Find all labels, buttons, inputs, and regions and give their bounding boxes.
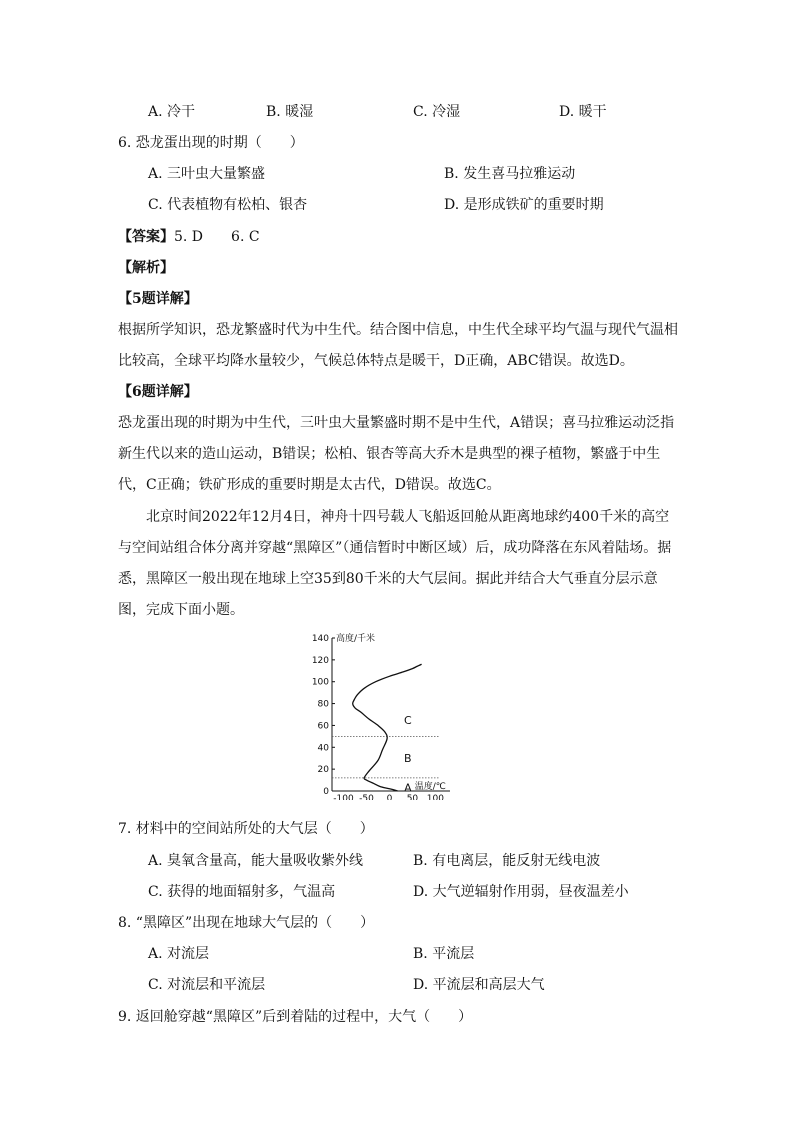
q9-stem: 9. 返回舱穿越“黑障区”后到着陆的过程中，大气（ ） — [118, 1009, 473, 1025]
q6-detail-text: 恐龙蛋出现的时期为中生代，三叶虫大量繁盛时期不是中生代，A错误；喜马拉雅运动泛指新生代以来的造山运动，B错误；松柏、银杏等高大乔木是典型的裸子植物，繁盛于中生代，C正确；铁矿形成的重要时期是太古代，D错误。故选C。 — [118, 415, 675, 493]
answer-label: 【答案】 — [118, 229, 174, 245]
q5-detail-text: 根据所学知识，恐龙繁盛时代为中生代。结合图中信息，中生代全球平均气温与现代气温相比较高，全球平均降水量较少，气候总体特点是暖干，D正确，ABC错误。故选D。 — [118, 322, 678, 369]
q8-stem: 8. “黑障区”出现在地球大气层的（ ） — [118, 915, 375, 931]
y-tick-label: 140 — [311, 634, 329, 644]
q5-option-c: C. 冷湿 — [413, 104, 461, 120]
q7-stem: 7. 材料中的空间站所处的大气层（ ） — [118, 821, 374, 837]
q6-option-d: D. 是形成铁矿的重要时期 — [444, 197, 604, 213]
q7-option-d: D. 大气逆辐射作用弱，昼夜温差小 — [413, 884, 629, 900]
x-tick-label: 0 — [386, 794, 393, 800]
y-tick-label: 0 — [323, 787, 329, 797]
q6-option-a: A. 三叶虫大量繁盛 — [148, 166, 266, 182]
layer-label-b: B — [404, 752, 412, 766]
y-tick-label: 120 — [311, 655, 329, 666]
q7-option-a: A. 臭氧含量高，能大量吸收紫外线 — [148, 853, 364, 869]
analysis-label: 【解析】 — [118, 260, 174, 276]
temperature-curve — [353, 664, 422, 791]
x-axis-label: 温度/℃ — [414, 782, 446, 792]
q6-detail-label: 【6题详解】 — [118, 384, 198, 400]
y-tick-label: 80 — [317, 699, 329, 710]
y-tick-label: 40 — [317, 743, 329, 754]
layer-label-c: C — [403, 713, 412, 727]
answer-text: 5. D 6. C — [174, 229, 260, 245]
material-text: 北京时间2022年12月4日，神舟十四号载人飞船返回舱从距离地球约400千米的高空与空间站组合体分离并穿越“黑障区”（通信暂时中断区域）后，成功降落在东风着陆场。据悉，黑障区一般出现在地球上空35到80千米的大气层间。据此并结合大气垂直分层示意图，完成下面小题。 — [118, 509, 672, 618]
x-tick-label: -100 — [333, 794, 354, 800]
y-tick-label: 60 — [317, 721, 329, 732]
q8-option-b: B. 平流层 — [413, 946, 475, 962]
q8-option-c: C. 对流层和平流层 — [148, 977, 266, 993]
q5-option-b: B. 暖湿 — [266, 104, 314, 120]
q5-option-d: D. 暖干 — [559, 104, 607, 120]
layer-label-a: A — [404, 781, 412, 795]
q6-option-c: C. 代表植物有松柏、银杏 — [148, 197, 308, 213]
q6-stem: 6. 恐龙蛋出现的时期（ ） — [118, 135, 304, 151]
q5-detail-label: 【5题详解】 — [118, 291, 198, 307]
atmosphere-layer-chart — [300, 628, 500, 800]
x-tick-label: 50 — [406, 794, 419, 800]
y-axis-label: 高度/千米 — [336, 634, 376, 644]
q8-option-d: D. 平流层和高层大气 — [413, 977, 545, 993]
answer-line — [118, 227, 260, 247]
x-tick-label: 100 — [426, 794, 444, 800]
q7-option-c: C. 获得的地面辐射多，气温高 — [148, 884, 336, 900]
q7-option-b: B. 有电离层，能反射无线电波 — [413, 853, 601, 869]
q8-option-a: A. 对流层 — [148, 946, 210, 962]
y-tick-label: 100 — [311, 677, 329, 688]
y-tick-label: 20 — [317, 765, 329, 776]
x-tick-label: -50 — [359, 794, 374, 800]
q5-option-a: A. 冷干 — [148, 104, 196, 120]
q6-option-b: B. 发生喜马拉雅运动 — [444, 166, 576, 182]
